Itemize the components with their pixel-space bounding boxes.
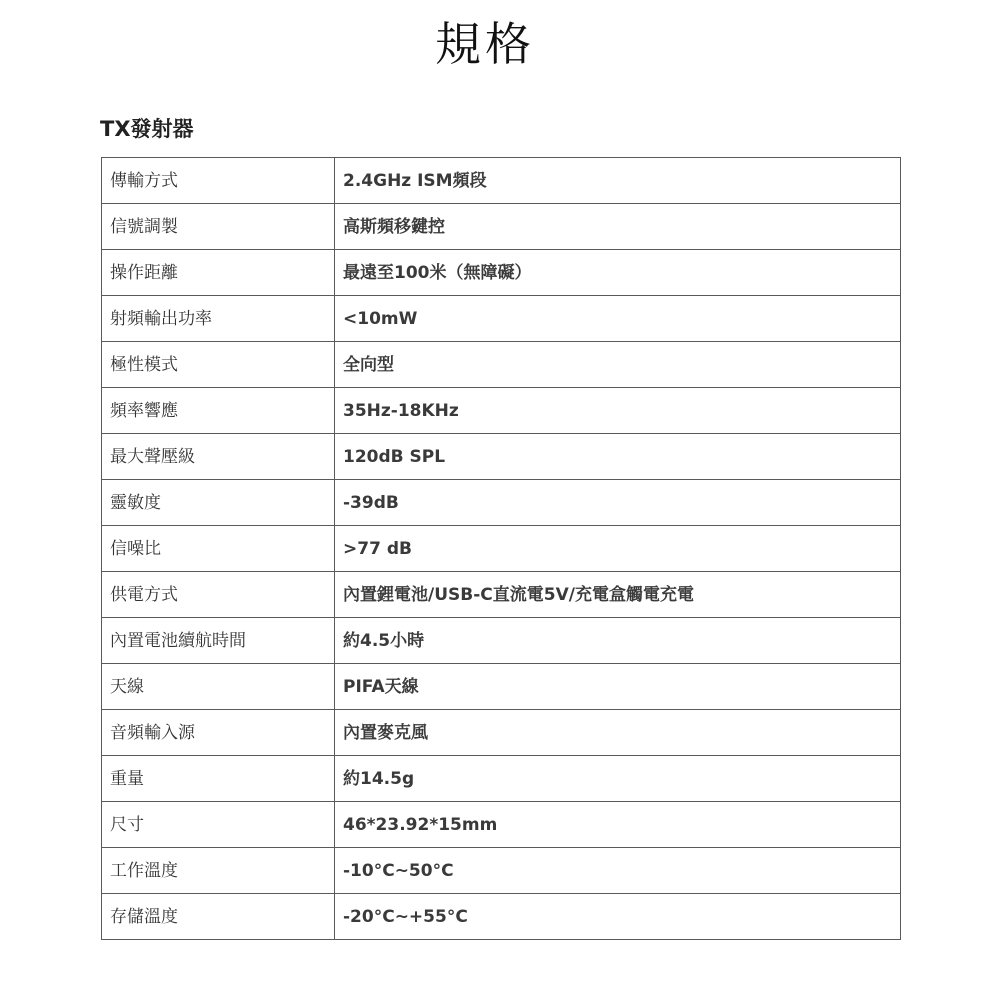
spec-value: 120dB SPL bbox=[335, 434, 901, 480]
spec-row bbox=[102, 664, 901, 710]
spec-value: -39dB bbox=[335, 480, 901, 526]
spec-value: PIFA天線 bbox=[335, 664, 901, 710]
spec-value: 約14.5g bbox=[335, 756, 901, 802]
spec-label: 傳輸方式 bbox=[102, 158, 335, 204]
spec-value: 46*23.92*15mm bbox=[335, 802, 901, 848]
spec-label: 射頻輸出功率 bbox=[102, 296, 335, 342]
spec-row bbox=[102, 802, 901, 848]
spec-label: 重量 bbox=[102, 756, 335, 802]
spec-value: -10°C~50°C bbox=[335, 848, 901, 894]
spec-row bbox=[102, 756, 901, 802]
spec-label: 操作距離 bbox=[102, 250, 335, 296]
spec-label: 尺寸 bbox=[102, 802, 335, 848]
spec-label: 信噪比 bbox=[102, 526, 335, 572]
spec-value: 內置鋰電池/USB-C直流電5V/充電盒觸電充電 bbox=[335, 572, 901, 618]
spec-label: 天線 bbox=[102, 664, 335, 710]
spec-label: 內置電池續航時間 bbox=[102, 618, 335, 664]
spec-table-body bbox=[102, 158, 901, 940]
spec-row bbox=[102, 434, 901, 480]
spec-label: 存儲溫度 bbox=[102, 894, 335, 940]
spec-row bbox=[102, 618, 901, 664]
spec-row bbox=[102, 710, 901, 756]
spec-label: 最大聲壓級 bbox=[102, 434, 335, 480]
spec-row bbox=[102, 572, 901, 618]
spec-row bbox=[102, 480, 901, 526]
spec-label: 信號調製 bbox=[102, 204, 335, 250]
spec-label: 工作溫度 bbox=[102, 848, 335, 894]
spec-label: 頻率響應 bbox=[102, 388, 335, 434]
spec-value: 35Hz-18KHz bbox=[335, 388, 901, 434]
spec-row bbox=[102, 204, 901, 250]
spec-value: 約4.5小時 bbox=[335, 618, 901, 664]
spec-row bbox=[102, 342, 901, 388]
spec-value: <10mW bbox=[335, 296, 901, 342]
spec-row bbox=[102, 388, 901, 434]
spec-row bbox=[102, 848, 901, 894]
spec-value: 最遠至100米（無障礙） bbox=[335, 250, 901, 296]
spec-value: 內置麥克風 bbox=[335, 710, 901, 756]
spec-row bbox=[102, 894, 901, 940]
spec-label: 極性模式 bbox=[102, 342, 335, 388]
page-title: 規格 bbox=[435, 17, 535, 71]
spec-value: -20°C~+55°C bbox=[335, 894, 901, 940]
spec-value: 全向型 bbox=[335, 342, 901, 388]
spec-row bbox=[102, 158, 901, 204]
spec-value: 高斯頻移鍵控 bbox=[335, 204, 901, 250]
spec-value: 2.4GHz ISM頻段 bbox=[335, 158, 901, 204]
spec-value: >77 dB bbox=[335, 526, 901, 572]
spec-table bbox=[101, 157, 901, 940]
spec-label: 音頻輸入源 bbox=[102, 710, 335, 756]
spec-row bbox=[102, 250, 901, 296]
spec-label: 靈敏度 bbox=[102, 480, 335, 526]
section-title: TX發射器 bbox=[100, 117, 194, 141]
spec-row bbox=[102, 526, 901, 572]
spec-label: 供電方式 bbox=[102, 572, 335, 618]
spec-row bbox=[102, 296, 901, 342]
